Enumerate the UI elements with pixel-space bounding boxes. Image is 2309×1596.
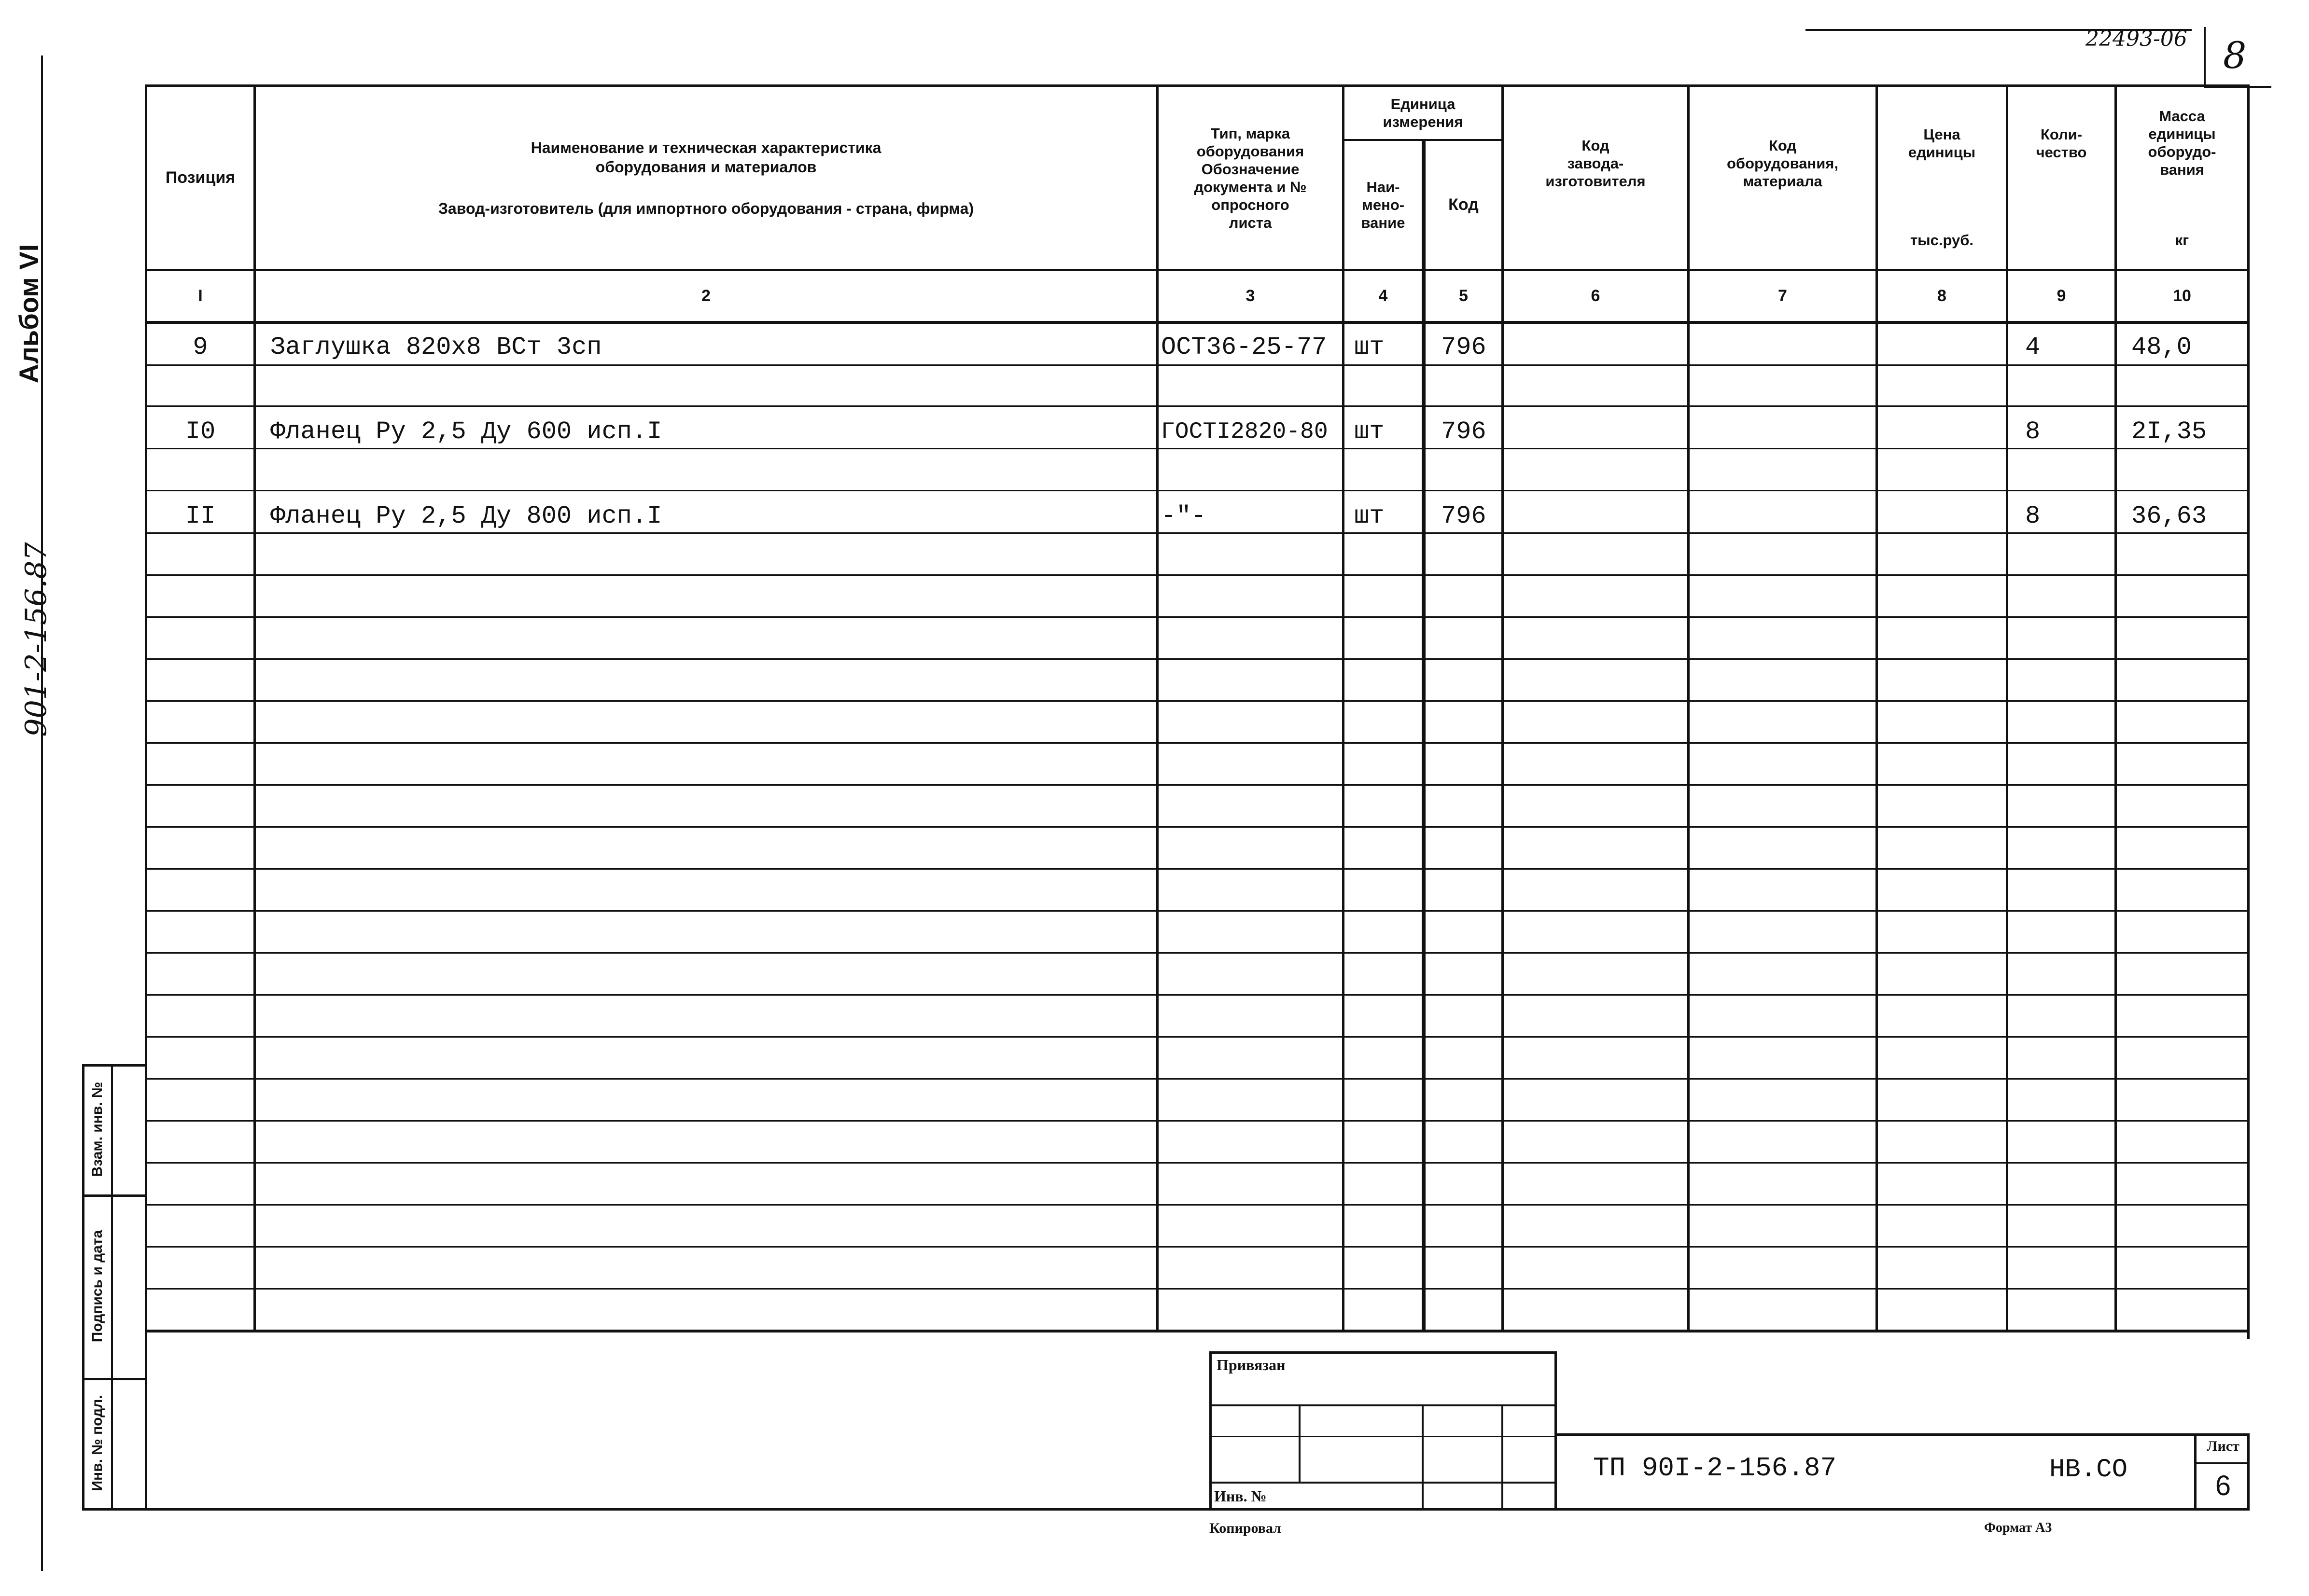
header-type-line2: оборудования [1196,142,1304,160]
column-number-8: 8 [1937,287,1946,305]
column-number-4: 4 [1378,287,1388,305]
row-3-type: -"- [1161,502,1206,530]
copied-by-label: Копировал [1209,1520,1282,1536]
header-type-line5: опросного [1211,196,1289,213]
project-code-handwritten: 901-2-156.87 [19,542,53,737]
header-unit-line2: измерения [1383,113,1463,130]
row-2-code: 796 [1441,417,1486,446]
header-quantity-line2: чество [2036,144,2087,161]
header-unit-name [1344,141,1422,269]
stamp-original-inventory-label: Инв. № подл. [89,1395,105,1491]
header-type-line4: документа и № [1194,178,1307,195]
column-number-7: 7 [1778,287,1787,305]
column-number-9: 9 [2057,287,2066,305]
stamp-replaced-inventory-label: Взам. инв. № [89,1082,105,1177]
header-mass-unit: кг [2175,232,2189,249]
header-price-line1: Цена [1923,126,1960,143]
header-unit-line1: Единица [1390,96,1455,112]
column-number-1: I [198,287,203,305]
header-unit-group [1344,87,1501,139]
header-quantity-line1: Коли- [2040,126,2083,143]
header-mass [2117,107,2247,194]
header-position: Позиция [165,168,236,187]
header-mfr-code-line2: завода- [1567,155,1624,172]
row-1-unit: шт [1354,333,1385,361]
sheet-value: 6 [2215,1470,2231,1501]
header-mfr-code-line1: Код [1581,137,1609,154]
row-1-mass: 48,0 [2131,333,2192,361]
header-unit-name-line2: мено- [1361,196,1405,213]
format-label: Формат А3 [1984,1520,2052,1535]
row-2-position: I0 [185,417,216,446]
header-type-line6: листа [1229,214,1272,231]
header-manufacturer: Завод-изготовитель (для импортного оборудования - страна, фирма) [438,199,974,217]
document-designation: ТП 90I-2-156.87 [1593,1453,1837,1484]
header-unit-name-line1: Наи- [1366,179,1400,195]
header-equipment-code [1690,87,1875,269]
header-mass-line4: вания [2160,161,2204,178]
header-name-line1: Наименование и техническая характеристика [531,139,882,156]
row-3-mass: 36,63 [2131,502,2207,530]
column-number-6: 6 [1591,287,1600,305]
sheet-label: Лист [2207,1438,2239,1454]
header-price-unit: тыс.руб. [1910,232,1974,249]
sheet-number-corner: 8 [2223,34,2247,77]
header-type-line3: Обозначение [1201,160,1300,178]
header-price-line2: единицы [1908,144,1976,161]
header-mass-line2: единицы [2148,125,2216,142]
header-type-block [1159,87,1342,269]
header-name-line2: оборудования и материалов [595,158,817,176]
row-2-quantity: 8 [2025,417,2041,446]
document-number: 22493-06 [2085,27,2187,51]
row-1-code: 796 [1441,333,1486,361]
header-price [1878,125,2006,174]
header-manufacturer-code [1504,87,1687,269]
row-3-quantity: 8 [2025,502,2041,530]
column-number-5: 5 [1459,287,1468,305]
album-label: Альбом VI [14,244,44,384]
header-unit-code: Код [1448,195,1479,214]
header-quantity [2008,125,2114,174]
header-equip-code-line1: Код [1768,137,1797,154]
row-1-position: 9 [193,333,208,361]
row-1-name: Заглушка 820х8 ВСт 3сп [270,333,602,361]
row-3-name: Фланец Ру 2,5 Ду 800 исп.I [270,502,662,530]
column-number-3: 3 [1245,287,1255,305]
header-mass-line1: Масса [2159,108,2205,125]
header-unit-name-line3: вание [1361,214,1405,231]
header-mfr-code-line3: изготовителя [1545,173,1646,190]
document-section: НВ.СО [2049,1455,2128,1485]
row-2-unit: шт [1354,417,1385,446]
column-number-2: 2 [701,287,711,305]
header-type-line1: Тип, марка [1210,125,1290,142]
row-1-quantity: 4 [2025,333,2041,361]
row-3-position: II [185,502,216,530]
stamp-signature-date-label: Подпись и дата [89,1230,105,1343]
linked-label: Привязан [1217,1356,1286,1374]
header-equip-code-line2: оборудования, [1726,155,1838,172]
header-equip-code-line3: материала [1743,173,1822,190]
row-3-unit: шт [1354,502,1385,530]
inventory-number-label: Инв. № [1214,1487,1267,1505]
row-2-type: ГОСТI2820-80 [1161,419,1328,445]
row-2-mass: 2I,35 [2131,417,2207,446]
row-3-code: 796 [1441,502,1486,530]
row-2-name: Фланец Ру 2,5 Ду 600 исп.I [270,417,662,446]
column-number-10: 10 [2173,287,2191,305]
header-mass-line3: оборудо- [2148,143,2216,160]
header-name-block [256,87,1156,269]
row-1-type: ОСТ36-25-77 [1161,333,1327,361]
